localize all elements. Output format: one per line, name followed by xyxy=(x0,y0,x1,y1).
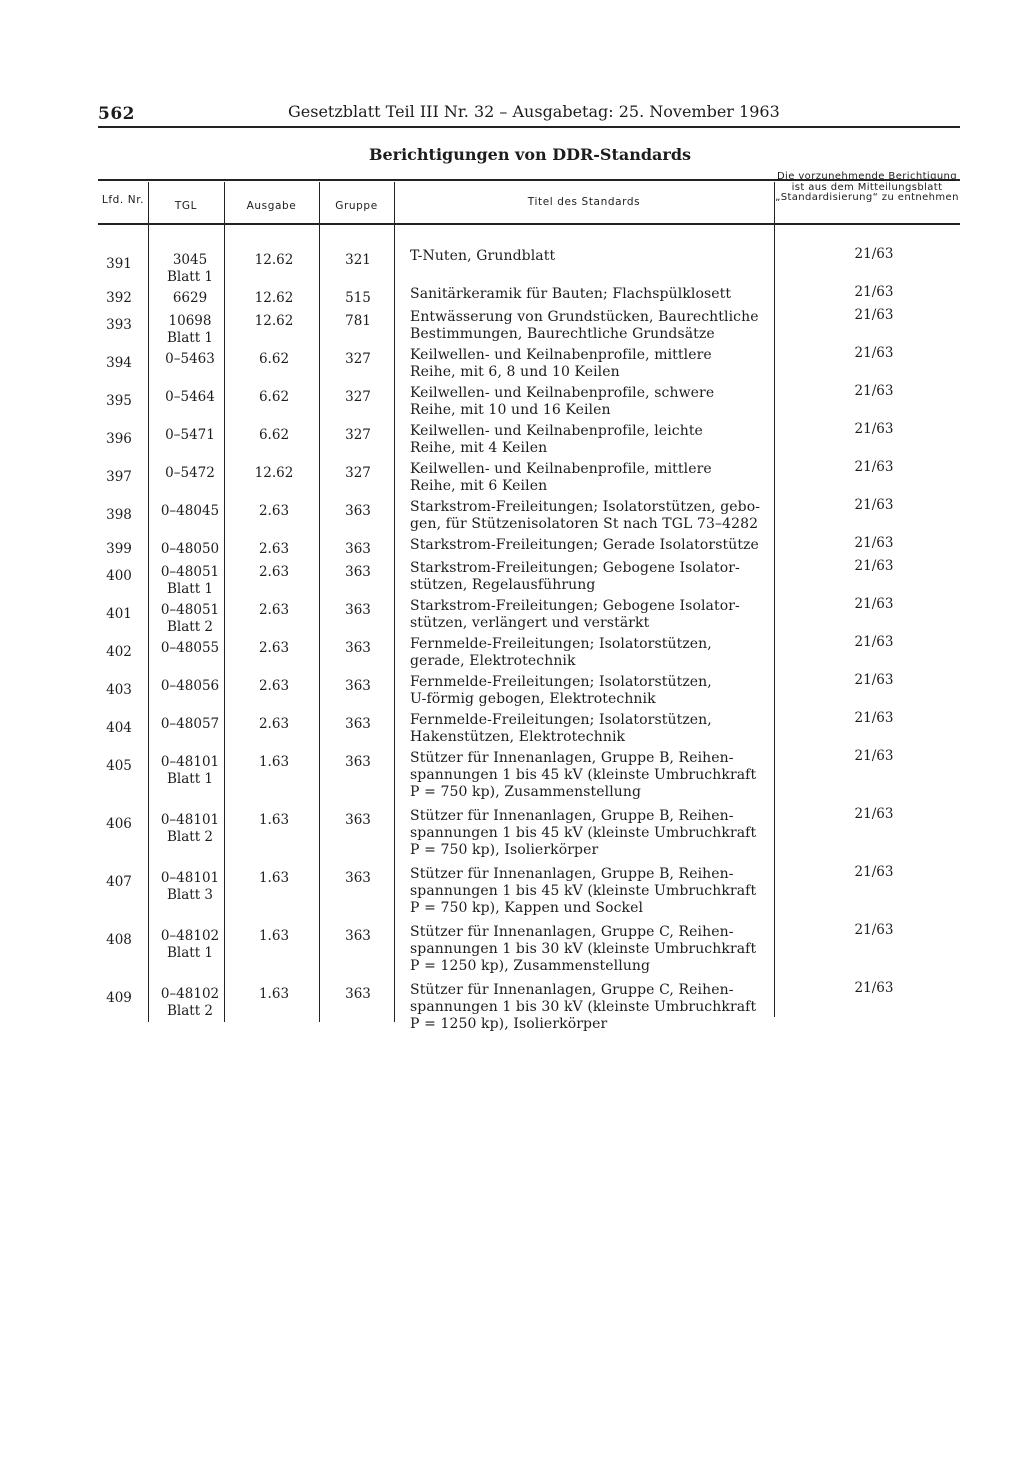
col-header-nr: Lfd. Nr. xyxy=(101,194,145,206)
berichtigung: 21/63 xyxy=(854,497,894,513)
gruppe: 363 xyxy=(345,602,371,618)
tgl-number: 0–48045 xyxy=(160,503,220,519)
row-number: 403 xyxy=(106,682,132,698)
berichtigung: 21/63 xyxy=(854,307,894,323)
ausgabe: 1.63 xyxy=(258,754,290,770)
column-divider xyxy=(148,182,149,1022)
col-header-ausgabe: Ausgabe xyxy=(246,200,297,212)
tgl-number: 6629 xyxy=(172,290,208,306)
standard-title: spannungen 1 bis 45 kV (kleinste Umbruchkraft xyxy=(410,767,757,783)
ausgabe: 2.63 xyxy=(258,503,290,519)
standard-title: spannungen 1 bis 30 kV (kleinste Umbruchkraft xyxy=(410,999,757,1015)
ausgabe: 6.62 xyxy=(258,389,290,405)
gruppe: 321 xyxy=(345,252,371,268)
standard-title: Stützer für Innenanlagen, Gruppe B, Reihen- xyxy=(410,808,734,824)
tgl-number: 0–48056 xyxy=(160,678,220,694)
tgl-number: Blatt 2 xyxy=(166,829,214,845)
standard-title: P = 1250 kp), Isolierkörper xyxy=(410,1016,608,1032)
standard-title: Starkstrom-Freileitungen; Gebogene Isolator- xyxy=(410,598,740,614)
tgl-number: Blatt 2 xyxy=(166,1003,214,1019)
gruppe: 363 xyxy=(345,541,371,557)
standard-title: Stützer für Innenanlagen, Gruppe C, Reihen- xyxy=(410,982,734,998)
standard-title: spannungen 1 bis 45 kV (kleinste Umbruchkraft xyxy=(410,825,757,841)
tgl-number: 0–5463 xyxy=(165,351,215,367)
gruppe: 363 xyxy=(345,640,371,656)
tgl-number: Blatt 2 xyxy=(166,619,214,635)
ausgabe: 2.63 xyxy=(258,564,290,580)
tgl-number: Blatt 1 xyxy=(166,581,214,597)
standard-title: P = 750 kp), Kappen und Sockel xyxy=(410,900,644,916)
tgl-number: Blatt 1 xyxy=(166,771,214,787)
standard-title: Fernmelde-Freileitungen; Isolatorstützen, xyxy=(410,636,712,652)
standard-title: stützen, Regelausführung xyxy=(410,577,596,593)
ausgabe: 2.63 xyxy=(258,716,290,732)
berichtigung: 21/63 xyxy=(854,535,894,551)
berichtigung: 21/63 xyxy=(854,284,894,300)
gruppe: 327 xyxy=(345,465,371,481)
standard-title: Keilwellen- und Keilnabenprofile, mittlere xyxy=(410,347,712,363)
tgl-number: Blatt 1 xyxy=(166,269,214,285)
standard-title: U-förmig gebogen, Elektrotechnik xyxy=(410,691,656,707)
berichtigung: 21/63 xyxy=(854,345,894,361)
standard-title: Bestimmungen, Baurechtliche Grundsätze xyxy=(410,326,715,342)
ausgabe: 2.63 xyxy=(258,541,290,557)
standard-title: Hakenstützen, Elektrotechnik xyxy=(410,729,626,745)
standard-title: gerade, Elektrotechnik xyxy=(410,653,576,669)
row-number: 394 xyxy=(106,355,132,371)
tgl-number: 0–48055 xyxy=(160,640,220,656)
tgl-number: 0–48101 xyxy=(160,812,220,828)
berichtigung: 21/63 xyxy=(854,672,894,688)
col-header-titel: Titel des Standards xyxy=(527,196,641,208)
col-header-tgl: TGL xyxy=(174,200,198,212)
standard-title: Keilwellen- und Keilnabenprofile, schwere xyxy=(410,385,715,401)
gruppe: 363 xyxy=(345,870,371,886)
ausgabe: 12.62 xyxy=(254,465,294,481)
standard-title: Reihe, mit 6 Keilen xyxy=(410,478,548,494)
gruppe: 363 xyxy=(345,503,371,519)
standard-title: Reihe, mit 4 Keilen xyxy=(410,440,548,456)
row-number: 398 xyxy=(106,507,132,523)
page-number: 562 xyxy=(98,104,135,124)
tgl-number: 0–48051 xyxy=(160,564,220,580)
ausgabe: 12.62 xyxy=(254,252,294,268)
standard-title: Starkstrom-Freileitungen; Gerade Isolatorstütze xyxy=(410,537,759,553)
standard-title: P = 750 kp), Zusammenstellung xyxy=(410,784,642,800)
berichtigung: 21/63 xyxy=(854,634,894,650)
gruppe: 363 xyxy=(345,812,371,828)
berichtigung: 21/63 xyxy=(854,980,894,996)
ausgabe: 1.63 xyxy=(258,928,290,944)
tgl-number: Blatt 1 xyxy=(166,945,214,961)
gruppe: 363 xyxy=(345,986,371,1002)
standard-title: spannungen 1 bis 30 kV (kleinste Umbruchkraft xyxy=(410,941,757,957)
section-title: Berichtigungen von DDR-Standards xyxy=(368,145,692,164)
berichtigung: 21/63 xyxy=(854,246,894,262)
berichtigung: 21/63 xyxy=(854,922,894,938)
standard-title: Keilwellen- und Keilnabenprofile, mittlere xyxy=(410,461,712,477)
page-header xyxy=(98,98,960,128)
row-number: 393 xyxy=(106,317,132,333)
ausgabe: 12.62 xyxy=(254,313,294,329)
tgl-number: 0–5471 xyxy=(165,427,215,443)
column-divider xyxy=(394,182,395,1022)
ausgabe: 2.63 xyxy=(258,602,290,618)
berichtigung: 21/63 xyxy=(854,806,894,822)
row-number: 402 xyxy=(106,644,132,660)
berichtigung: 21/63 xyxy=(854,421,894,437)
berichtigung: 21/63 xyxy=(854,459,894,475)
gruppe: 781 xyxy=(345,313,371,329)
ausgabe: 2.63 xyxy=(258,640,290,656)
row-number: 392 xyxy=(106,290,132,306)
row-number: 395 xyxy=(106,393,132,409)
running-head: Gesetzblatt Teil III Nr. 32 – Ausgabetag: 25. November 1963 xyxy=(288,102,780,121)
standard-title: T-Nuten, Grundblatt xyxy=(410,248,556,264)
standard-title: spannungen 1 bis 45 kV (kleinste Umbruchkraft xyxy=(410,883,757,899)
row-number: 401 xyxy=(106,606,132,622)
standard-title: gen, für Stützenisolatoren St nach TGL 73–4282 xyxy=(410,516,759,532)
standard-title: Stützer für Innenanlagen, Gruppe B, Reihen- xyxy=(410,866,734,882)
standard-title: P = 750 kp), Isolierkörper xyxy=(410,842,599,858)
standard-title: Starkstrom-Freileitungen; Isolatorstützen, gebo- xyxy=(410,499,761,515)
gruppe: 363 xyxy=(345,754,371,770)
tgl-number: 0–48101 xyxy=(160,754,220,770)
row-number: 409 xyxy=(106,990,132,1006)
tgl-number: 3045 xyxy=(172,252,208,268)
standard-title: Stützer für Innenanlagen, Gruppe B, Reihen- xyxy=(410,750,734,766)
ausgabe: 1.63 xyxy=(258,986,290,1002)
ausgabe: 2.63 xyxy=(258,678,290,694)
row-number: 391 xyxy=(106,256,132,272)
row-number: 408 xyxy=(106,932,132,948)
tgl-number: 0–48050 xyxy=(160,541,220,557)
gruppe: 327 xyxy=(345,427,371,443)
ausgabe: 1.63 xyxy=(258,812,290,828)
standard-title: Stützer für Innenanlagen, Gruppe C, Reihen- xyxy=(410,924,734,940)
gruppe: 363 xyxy=(345,928,371,944)
standard-title: Entwässerung von Grundstücken, Baurechtliche xyxy=(410,309,759,325)
row-number: 399 xyxy=(106,541,132,557)
col-header-berichtigung: Die vorzunehmende Berichtigung ist aus dem Mitteilungsblatt „Standardisierung“ zu entnehmen xyxy=(775,171,959,203)
table-header-rule xyxy=(98,223,960,225)
tgl-number: 0–48057 xyxy=(160,716,220,732)
tgl-number: Blatt 3 xyxy=(166,887,214,903)
standard-title: P = 1250 kp), Zusammenstellung xyxy=(410,958,651,974)
gruppe: 363 xyxy=(345,716,371,732)
standard-title: Sanitärkeramik für Bauten; Flachspülklosett xyxy=(410,286,732,302)
column-divider xyxy=(319,182,320,1022)
standard-title: Reihe, mit 6, 8 und 10 Keilen xyxy=(410,364,620,380)
col-header-gruppe: Gruppe xyxy=(335,200,378,212)
row-number: 396 xyxy=(106,431,132,447)
berichtigung: 21/63 xyxy=(854,558,894,574)
tgl-number: 0–48101 xyxy=(160,870,220,886)
berichtigung: 21/63 xyxy=(854,596,894,612)
berichtigung: 21/63 xyxy=(854,864,894,880)
gruppe: 515 xyxy=(345,290,371,306)
gruppe: 363 xyxy=(345,678,371,694)
tgl-number: 10698 xyxy=(168,313,212,329)
gruppe: 327 xyxy=(345,389,371,405)
standard-title: Starkstrom-Freileitungen; Gebogene Isolator- xyxy=(410,560,740,576)
gruppe: 327 xyxy=(345,351,371,367)
row-number: 406 xyxy=(106,816,132,832)
standard-title: Reihe, mit 10 und 16 Keilen xyxy=(410,402,611,418)
tgl-number: Blatt 1 xyxy=(166,330,214,346)
row-number: 407 xyxy=(106,874,132,890)
row-number: 397 xyxy=(106,469,132,485)
standard-title: stützen, verlängert und verstärkt xyxy=(410,615,650,631)
ausgabe: 6.62 xyxy=(258,427,290,443)
tgl-number: 0–5472 xyxy=(165,465,215,481)
standard-title: Fernmelde-Freileitungen; Isolatorstützen, xyxy=(410,674,712,690)
standards-table xyxy=(98,170,960,1032)
ausgabe: 6.62 xyxy=(258,351,290,367)
berichtigung: 21/63 xyxy=(854,710,894,726)
standard-title: Keilwellen- und Keilnabenprofile, leichte xyxy=(410,423,703,439)
gruppe: 363 xyxy=(345,564,371,580)
berichtigung: 21/63 xyxy=(854,383,894,399)
ausgabe: 1.63 xyxy=(258,870,290,886)
row-number: 400 xyxy=(106,568,132,584)
tgl-number: 0–5464 xyxy=(165,389,215,405)
row-number: 405 xyxy=(106,758,132,774)
tgl-number: 0–48051 xyxy=(160,602,220,618)
row-number: 404 xyxy=(106,720,132,736)
standard-title: Fernmelde-Freileitungen; Isolatorstützen, xyxy=(410,712,712,728)
berichtigung: 21/63 xyxy=(854,748,894,764)
ausgabe: 12.62 xyxy=(254,290,294,306)
tgl-number: 0–48102 xyxy=(160,928,220,944)
tgl-number: 0–48102 xyxy=(160,986,220,1002)
